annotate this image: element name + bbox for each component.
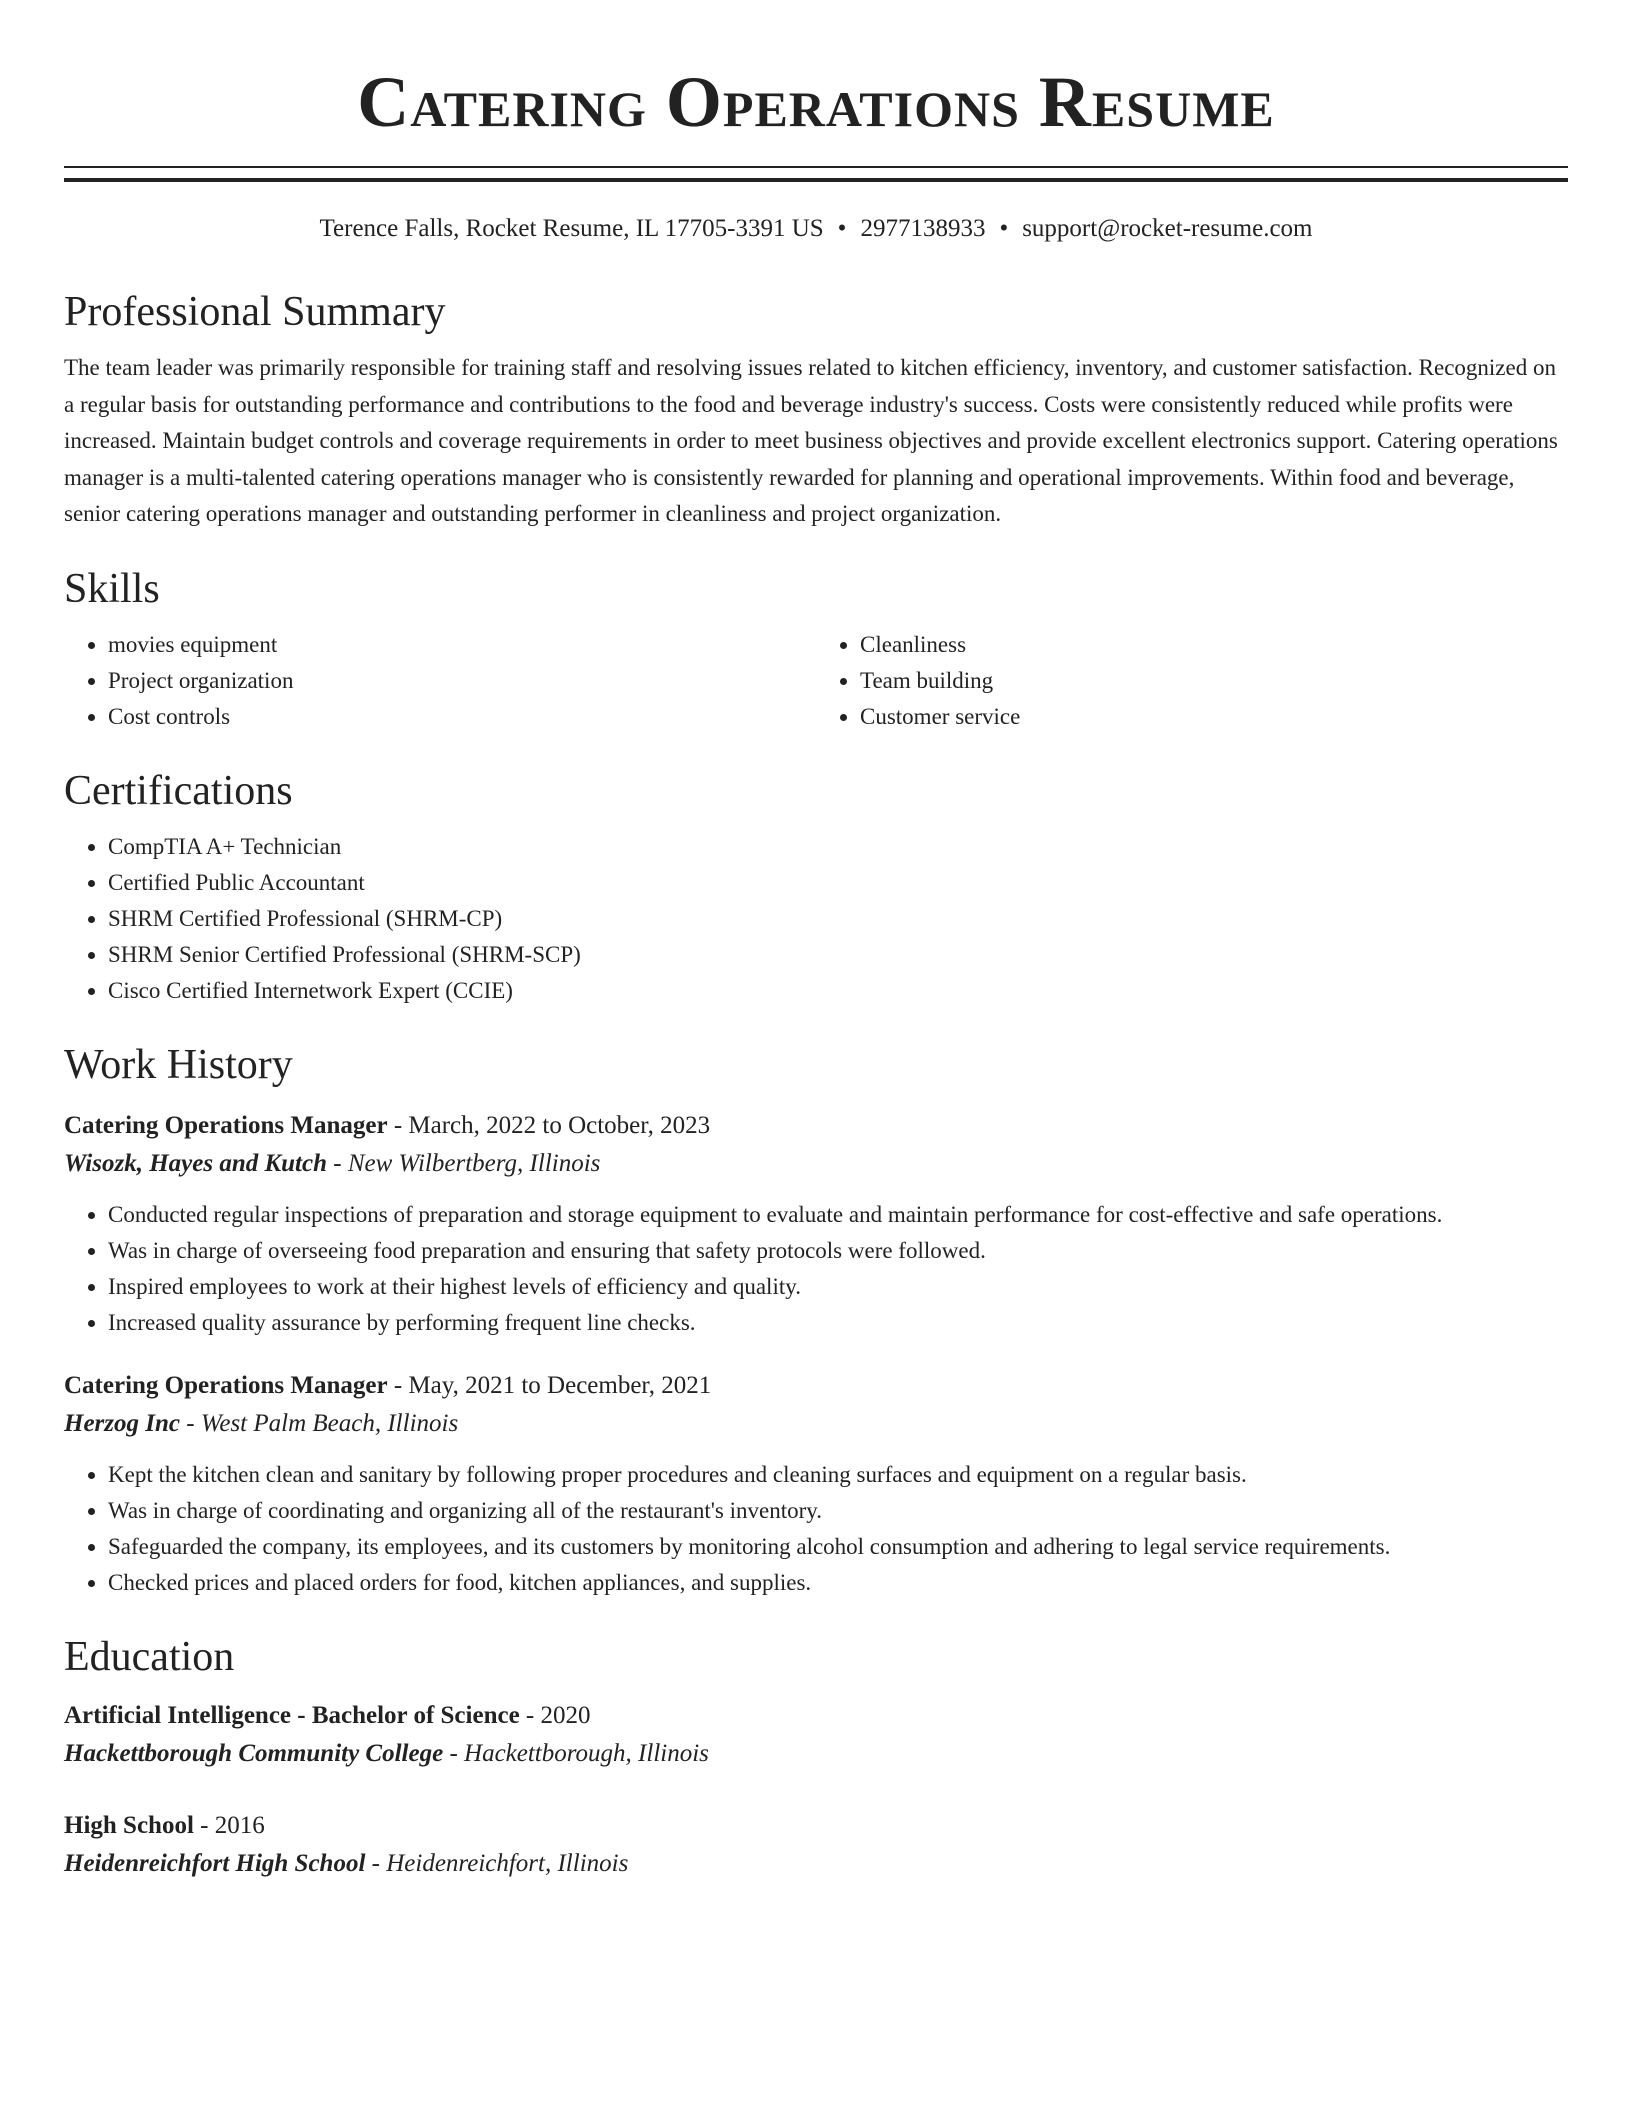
- job-company: Herzog Inc: [64, 1409, 180, 1437]
- skills-list-right: [816, 627, 1568, 735]
- education-degree-line: [64, 1807, 1568, 1845]
- job-bullet: • Was in charge of coordinating and organizing all of the restaurant's inventory.: [108, 1493, 1568, 1529]
- job-company-line: [64, 1405, 1568, 1443]
- job-bullet: • Kept the kitchen clean and sanitary by following proper procedures and cleaning surfaces and equipment on a regular basis.: [108, 1457, 1568, 1493]
- work-history-section: [64, 1039, 1568, 1601]
- work-history-heading: Work History: [64, 1041, 293, 1088]
- contact-phone: 2977138933: [860, 215, 986, 242]
- dash: -: [443, 1739, 465, 1767]
- education-year: 2020: [540, 1701, 591, 1729]
- summary-text: The team leader was primarily responsible for training staff and resolving issues related to kitchen efficiency, inventory, and customer satisfaction. Recognized on a regular basis for outstanding performance and contributions to the food and beverage industry's success. Costs were consistently reduced while profits were increased. Maintain budget controls and coverage requirements in order to meet business objectives and provide excellent electronics support. Catering operations manager is a multi-talented catering operations manager who is consistently rewarded for planning and operational improvements. Within food and beverage, senior catering operations manager and outstanding performer in cleanliness and project organization.: [64, 355, 1558, 526]
- certifications-section: [64, 765, 1568, 1009]
- certifications-heading: Certifications: [64, 767, 293, 814]
- job-company-line: [64, 1145, 1568, 1183]
- job-entry: [64, 1107, 1568, 1341]
- dash: -: [327, 1149, 348, 1177]
- job-bullet: • Increased quality assurance by performing frequent line checks.: [108, 1305, 1568, 1341]
- job-bullets: [64, 1197, 1568, 1341]
- job-dates: May, 2021 to December, 2021: [408, 1371, 712, 1399]
- summary-heading: Professional Summary: [64, 289, 446, 335]
- job-title: Catering Operations Manager: [64, 1371, 388, 1399]
- job-bullet: • Checked prices and placed orders for food, kitchen appliances, and supplies.: [108, 1565, 1568, 1601]
- dash: -: [193, 1811, 215, 1839]
- certification-item: • Cisco Certified Internetwork Expert (CCIE): [108, 973, 1568, 1009]
- job-title-line: [64, 1367, 1568, 1405]
- education-location: Hackettborough, Illinois: [464, 1739, 709, 1767]
- education-degree: Artificial Intelligence - Bachelor of Science: [64, 1701, 520, 1729]
- job-bullets: [64, 1457, 1568, 1601]
- skill-item: • Project organization: [108, 663, 816, 699]
- education-section: [64, 1631, 1568, 1883]
- education-school-line: [64, 1735, 1568, 1773]
- title-divider: [64, 166, 1568, 182]
- education-year: 2016: [214, 1811, 265, 1839]
- job-title-line: [64, 1107, 1568, 1145]
- skill-item: • Cost controls: [108, 699, 816, 735]
- certification-item: • SHRM Senior Certified Professional (SHRM-SCP): [108, 937, 1568, 973]
- job-entry: [64, 1367, 1568, 1601]
- job-bullet: • Was in charge of overseeing food preparation and ensuring that safety protocols were followed.: [108, 1233, 1568, 1269]
- job-bullet: • Inspired employees to work at their highest levels of efficiency and quality.: [108, 1269, 1568, 1305]
- certifications-list: [64, 829, 1568, 1009]
- dash: -: [179, 1409, 201, 1437]
- job-dates: March, 2022 to October, 2023: [408, 1111, 711, 1139]
- dash: -: [387, 1371, 409, 1399]
- skills-heading: Skills: [64, 565, 160, 612]
- resume-title: Catering Operations Resume: [357, 62, 1275, 142]
- skill-item: • Team building: [860, 663, 1568, 699]
- job-company: Wisozk, Hayes and Kutch: [64, 1149, 328, 1177]
- job-location: New Wilbertberg, Illinois: [347, 1149, 601, 1177]
- job-bullet: • Safeguarded the company, its employees, and its customers by monitoring alcohol consumption and adhering to legal service requirements.: [108, 1529, 1568, 1565]
- education-heading: Education: [64, 1633, 235, 1680]
- job-title: Catering Operations Manager: [64, 1111, 388, 1139]
- education-degree-line: [64, 1697, 1568, 1735]
- skills-columns: [64, 627, 1568, 735]
- skills-list-left: [64, 627, 816, 735]
- education-location: Heidenreichfort, Illinois: [386, 1849, 629, 1877]
- summary-section: [64, 286, 1568, 533]
- dash: -: [365, 1849, 387, 1877]
- contact-line: [64, 214, 1568, 244]
- education-school: Hackettborough Community College: [64, 1739, 444, 1767]
- contact-address: Terence Falls, Rocket Resume, IL 17705-3391 US: [319, 215, 824, 242]
- contact-email: support@rocket-resume.com: [1022, 215, 1313, 242]
- certification-item: • SHRM Certified Professional (SHRM-CP): [108, 901, 1568, 937]
- certification-item: • CompTIA A+ Technician: [108, 829, 1568, 865]
- contact-separator: •: [999, 215, 1009, 242]
- skill-item: • Cleanliness: [860, 627, 1568, 663]
- job-bullet: • Conducted regular inspections of preparation and storage equipment to evaluate and maintain performance for cost-effective and safe operations.: [108, 1197, 1568, 1233]
- education-entry: [64, 1697, 1568, 1773]
- contact-separator: •: [837, 215, 847, 242]
- education-school: Heidenreichfort High School: [64, 1849, 366, 1877]
- skills-section: [64, 563, 1568, 735]
- certification-item: • Certified Public Accountant: [108, 865, 1568, 901]
- education-entry: [64, 1807, 1568, 1883]
- dash: -: [387, 1111, 409, 1139]
- job-location: West Palm Beach, Illinois: [200, 1409, 459, 1437]
- education-school-line: [64, 1845, 1568, 1883]
- dash: -: [519, 1701, 541, 1729]
- education-degree: High School: [64, 1811, 194, 1839]
- skill-item: • Customer service: [860, 699, 1568, 735]
- skill-item: • movies equipment: [108, 627, 816, 663]
